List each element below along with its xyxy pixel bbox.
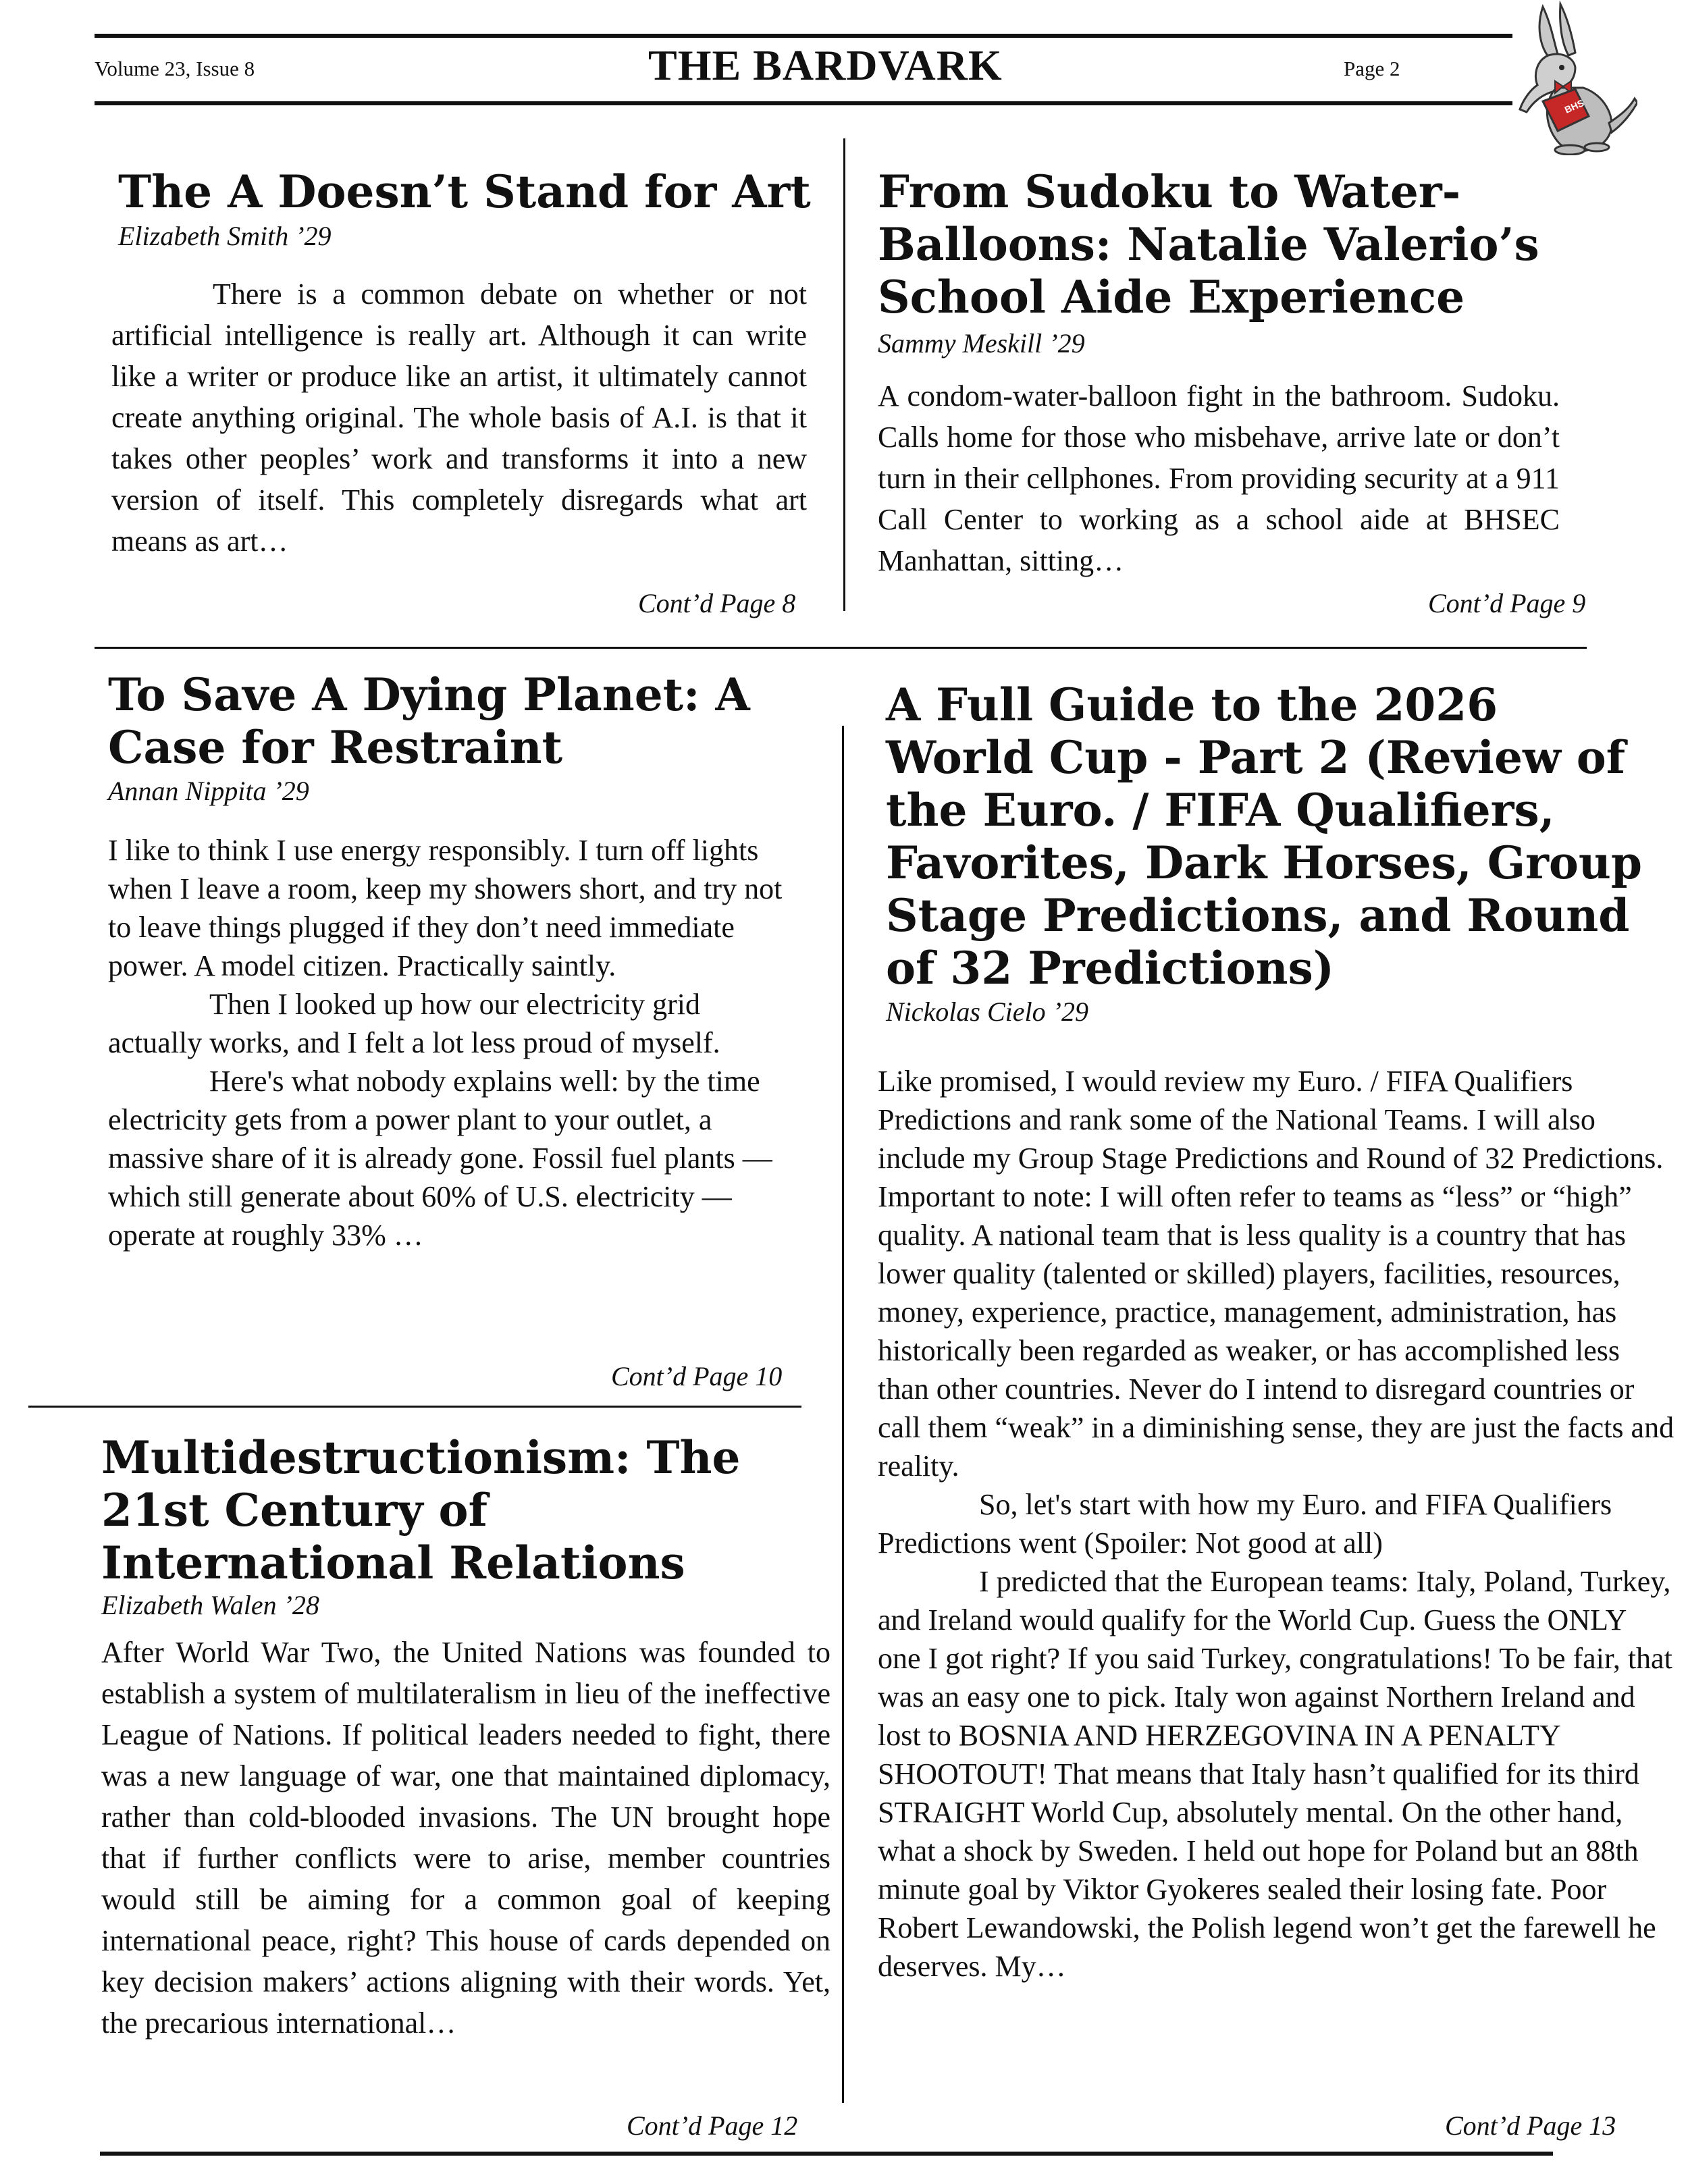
- column-divider-bottom: [842, 726, 844, 2103]
- article-body: [878, 1062, 1674, 1986]
- article-headline[interactable]: The A Doesn’t Stand for Art: [118, 165, 811, 218]
- article-body: [878, 375, 1560, 581]
- article-byline: Elizabeth Walen ’28: [101, 1590, 319, 1620]
- page-number: Page 2: [1344, 57, 1400, 80]
- article-paragraph: A condom-water-balloon fight in the bathroom. Sudoku. Calls home for those who misbehave, arrive late or don’t turn in their cellphones. From providing security at a 911 Call Center to working as a school aide at BHSEC Manhattan, sitting…: [878, 379, 1560, 577]
- article-headline[interactable]: Multidestructionism: The 21st Century of International Relations: [101, 1431, 741, 1589]
- article-headline[interactable]: From Sudoku to Water-Balloons: Natalie Valerio’s School Aide Experience: [878, 165, 1539, 323]
- section-divider-top: [95, 647, 1587, 649]
- article-body: [101, 1632, 830, 2044]
- article-paragraph: I predicted that the European teams: Italy, Poland, Turkey, and Ireland would qualify for the World Cup. Guess the ONLY one I got right? If you said Turkey, congratulations! To be fair, that was an easy one to pick. Italy won against Northern Ireland and lost to BOSNIA AND HERZEGOVINA IN A PENALTY SHOOTOUT! That means that Italy hasn’t qualified for its third STRAIGHT World Cup, absolutely mental. On the other hand, what a shock by Sweden. I held out hope for Poland but an 88th minute goal by Viktor Gyokeres sealed their losing fate. Poor Robert Lewandowski, the Polish legend won’t get the farewell he deserves. My…: [878, 1565, 1672, 1983]
- aardvark-mascot-logo: [1496, 0, 1637, 155]
- article-body: [111, 273, 807, 562]
- footer-rule: [100, 2152, 1553, 2156]
- article-headline[interactable]: A Full Guide to the 2026 World Cup - Part 2 (Review of the Euro. / FIFA Qualifiers, Favorites, Dark Horses, Group Stage Predictions, and Round of 32 Predictions): [886, 678, 1643, 994]
- continued-link[interactable]: Cont’d Page 10: [611, 1361, 783, 1391]
- article-body: [108, 831, 790, 1254]
- article-byline: Nickolas Cielo ’29: [886, 996, 1088, 1027]
- article-paragraph: Here's what nobody explains well: by the time electricity gets from a power plant to your outlet, a massive share of it is already gone. Fossil fuel plants — which still generate about 60% of U.S. electricity — operate at roughly 33% …: [108, 1065, 772, 1252]
- section-divider-left: [28, 1406, 801, 1408]
- masthead-bottom-rule: [95, 101, 1512, 105]
- logo-badge-text: BHS: [1562, 97, 1586, 115]
- article-paragraph: Then I looked up how our electricity grid actually works, and I felt a lot less proud of myself.: [108, 988, 720, 1059]
- article-byline: Sammy Meskill ’29: [878, 328, 1085, 358]
- continued-link[interactable]: Cont’d Page 12: [627, 2110, 798, 2141]
- continued-link[interactable]: Cont’d Page 8: [638, 588, 796, 618]
- article-paragraph: So, let's start with how my Euro. and FIFA Qualifiers Predictions went (Spoiler: Not good at all): [878, 1488, 1612, 1560]
- volume-issue: Volume 23, Issue 8: [95, 57, 255, 80]
- article-paragraph: Like promised, I would review my Euro. / FIFA Qualifiers Predictions and rank some of the National Teams. I will also include my Group Stage Predictions and Round of 32 Predictions. Important to note: I will often refer to teams as “less” or “high” quality. A national team that is less quality is a country that has lower quality (talented or skilled) players, facilities, resources, money, experience, practice, management, administration, has historically been regarded as weaker, or has accomplished less than other countries. Never do I intend to disregard countries or call them “weak” in a diminishing sense, they are just the facts and reality.: [878, 1065, 1674, 1483]
- article-paragraph: I like to think I use energy responsibly. I turn off lights when I leave a room, keep my showers short, and try not to leave things plugged if they don’t need immediate power. A model citizen. Practically saintly.: [108, 834, 783, 982]
- article-headline[interactable]: To Save A Dying Planet: A Case for Restraint: [108, 668, 750, 774]
- article-paragraph: After World War Two, the United Nations was founded to establish a system of multilateralism in lieu of the ineffective League of Nations. If political leaders needed to fight, there was a new language of war, one that maintained diplomacy, rather than cold-blooded invasions. The UN brought hope that if further conflicts were to arise, member countries would still be aiming for a common goal of keeping international peace, right? This house of cards depended on key decision makers’ actions aligning with their words. Yet, the precarious international…: [101, 1636, 830, 2040]
- article-dying-planet: [108, 668, 817, 1254]
- continued-link[interactable]: Cont’d Page 13: [1445, 2110, 1616, 2141]
- column-divider-top: [843, 138, 845, 611]
- newspaper-title: THE BARDVARK: [648, 41, 1003, 89]
- continued-link[interactable]: Cont’d Page 9: [1428, 588, 1586, 618]
- article-byline: Elizabeth Smith ’29: [118, 221, 332, 252]
- article-world-cup-guide: [878, 678, 1674, 1983]
- masthead-top-rule: [95, 34, 1512, 38]
- article-multidestructionism: [101, 1431, 830, 2044]
- article-ai-art: [111, 165, 814, 558]
- article-paragraph: There is a common debate on whether or not artificial intelligence is really art. Although it can write like a writer or produce like an artist, it ultimately cannot create anything original. The whole basis of A.I. is that it takes other peoples’ work and transforms it into a new version of itself. This completely disregards what art means as art…: [111, 277, 807, 558]
- article-byline: Annan Nippita ’29: [108, 776, 309, 806]
- article-school-aide: [878, 165, 1641, 581]
